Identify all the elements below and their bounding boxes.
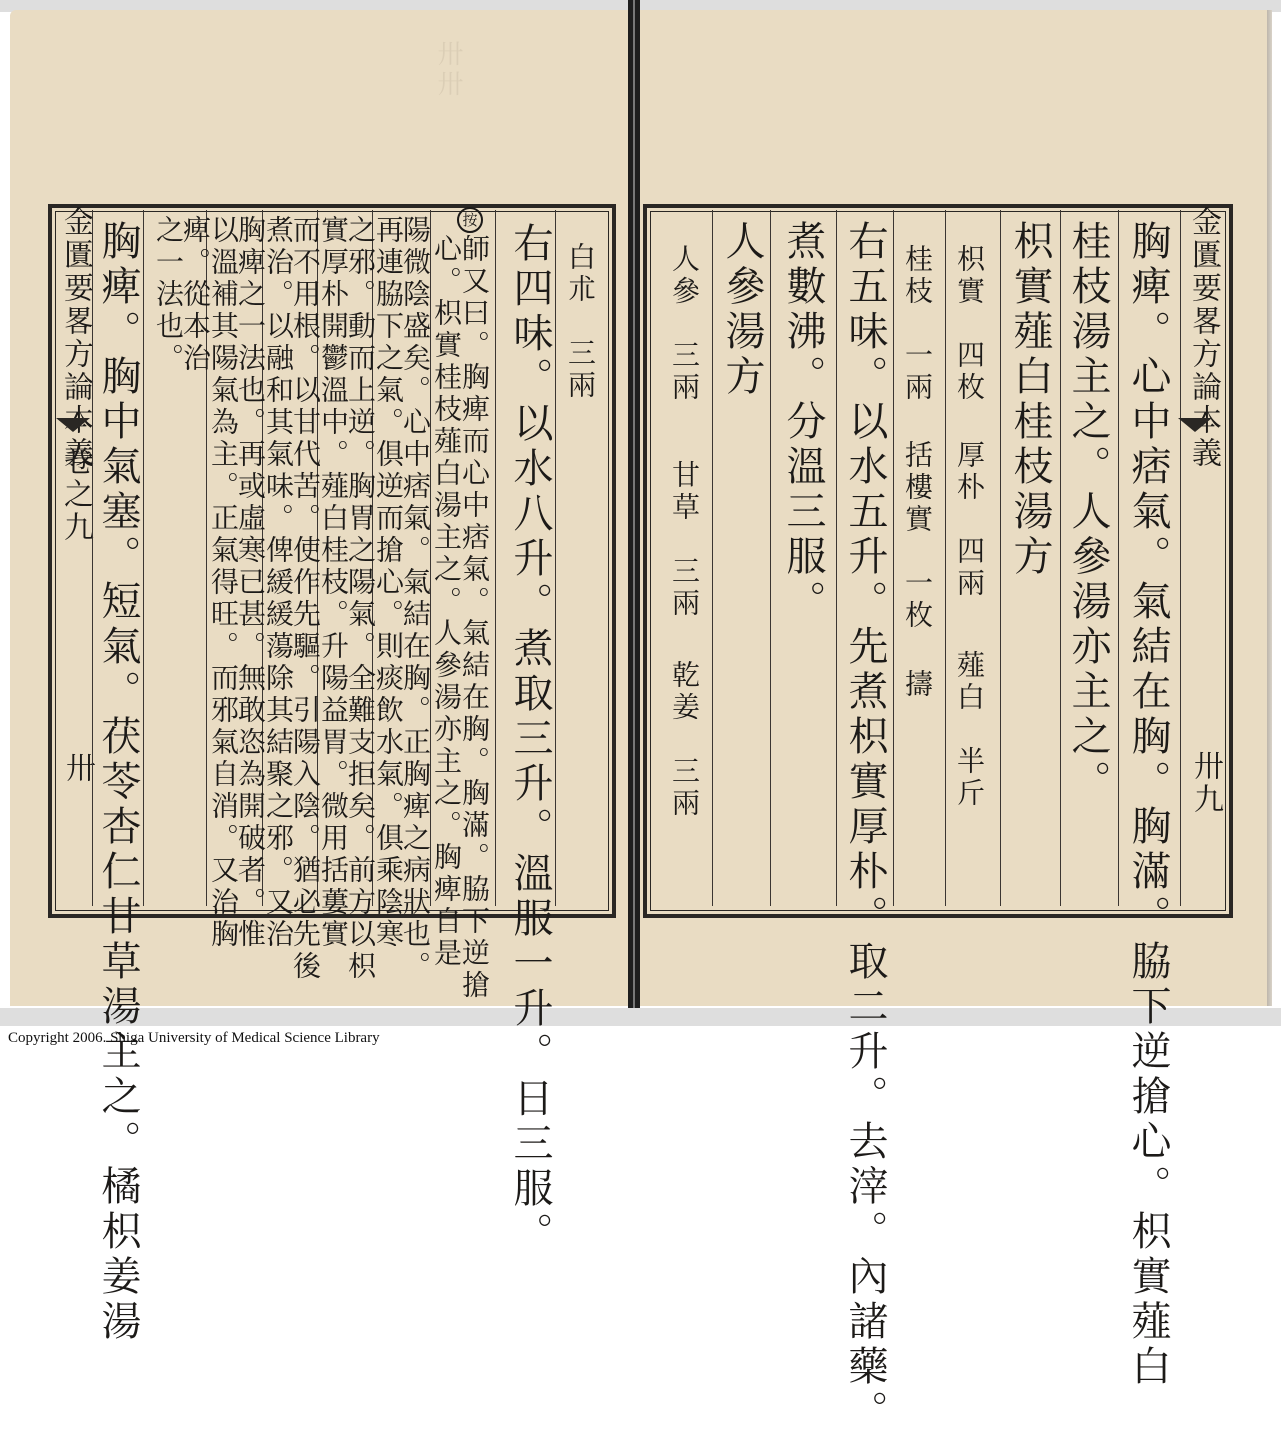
text-column: 胸痺。心中痞氣。氣結在胸。胸滿。脇下逆搶心。枳實薤白	[1125, 220, 1171, 1390]
column-rule	[1000, 210, 1001, 906]
column-rule	[945, 210, 946, 906]
commentary-line: 再連脇下之氣。俱逆而搶心。則痰飲水氣。俱乘陰寒	[372, 215, 405, 951]
instruction-line: 右五味。以水五升。先煮枳實厚朴。取二升。去滓。內諸藥。	[842, 220, 888, 1435]
commentary-line: 心。枳實桂枝薤白湯主之。人參湯亦主之。胸痺自是	[430, 234, 463, 970]
commentary-line: 之邪。動而上逆。胸胃之陽氣。全難支拒矣。前方以枳	[344, 215, 377, 983]
column-rule	[1180, 210, 1181, 906]
instruction-line: 右四味。以水八升。煮取三升。溫服一升。日三服。	[507, 222, 553, 1257]
commentary-line: 實厚朴開鬱溫中。薤白桂枝。升陽益胃。微用括蔞實	[317, 215, 350, 951]
column-rule	[92, 210, 93, 906]
commentary-line: 煮治。以融和其氣味。俾緩緩蕩除其結聚之邪。又治	[262, 215, 295, 951]
book-gutter	[628, 0, 640, 1008]
left-volume-label: 卷之九	[58, 445, 93, 544]
ingredient: 薤白 半斤	[953, 650, 986, 810]
ingredient: 桂枝 一兩	[901, 244, 934, 404]
instruction-line: 煮數沸。分溫三服。	[780, 220, 826, 625]
commentary-line: 師又曰。胸痺而心中痞氣。氣結在胸。胸滿。脇下逆搶	[458, 234, 491, 1002]
column-rule	[712, 210, 713, 906]
formula-title: 人參湯方	[719, 220, 765, 400]
column-rule	[1060, 210, 1061, 906]
column-rule	[555, 210, 556, 906]
ingredient: 枳實 四枚	[953, 244, 986, 404]
ingredient: 人參 三兩	[668, 244, 701, 404]
bleed-through-text: 卅卅	[433, 40, 463, 100]
column-rule	[495, 210, 496, 906]
right-margin-title: 金匱要畧方論本義	[1186, 206, 1221, 470]
copyright-notice: Copyright 2006. Shiga University of Medical Science Library	[8, 1030, 380, 1046]
fishtail-ornament	[56, 418, 90, 432]
commentary-line: 以溫補其陽氣為主。正氣得旺。而邪氣自消。又治胸	[207, 215, 240, 951]
right-folio: 卅九	[1188, 750, 1223, 816]
ingredient: 乾姜 三兩	[668, 660, 701, 820]
column-rule	[893, 210, 894, 906]
left-margin-title: 金匱要畧方論本義	[58, 206, 93, 470]
formula-title: 枳實薤白桂枝湯方	[1007, 220, 1053, 580]
fishtail-ornament	[1178, 418, 1212, 432]
column-rule	[143, 210, 144, 906]
commentary-line: 之一法也。	[152, 215, 185, 375]
commentary-mark: 按	[457, 207, 483, 233]
scan-background-bottom	[0, 1008, 1281, 1026]
ingredient: 厚朴 四兩	[953, 440, 986, 600]
column-rule	[836, 210, 837, 906]
ingredient-line: 白朮 三兩	[564, 242, 597, 402]
text-column: 桂枝湯主之。人參湯亦主之。	[1065, 220, 1111, 805]
commentary-line: 陽微陰盛矣。心中痞氣。氣結在胸。正胸痺之病狀也。	[399, 215, 432, 983]
column-rule	[770, 210, 771, 906]
commentary-line: 胸痺之一法也。再或虛寒已甚。無敢恣為開破者。惟	[234, 215, 267, 951]
commentary-line: 痺。從本治	[179, 215, 212, 375]
ingredient: 括樓實 一枚 擣	[901, 440, 934, 701]
commentary-line: 而不用根。以甘代苦。使作先驅。引陽入陰。猶必先後	[289, 215, 322, 983]
column-rule	[1118, 210, 1119, 906]
prescription-heading-line: 胸痺。胸中氣塞。短氣。茯苓杏仁甘草湯主之。橘枳姜湯	[95, 220, 141, 1345]
left-folio: 卅	[60, 752, 95, 785]
ingredient: 甘草 三兩	[668, 460, 701, 620]
